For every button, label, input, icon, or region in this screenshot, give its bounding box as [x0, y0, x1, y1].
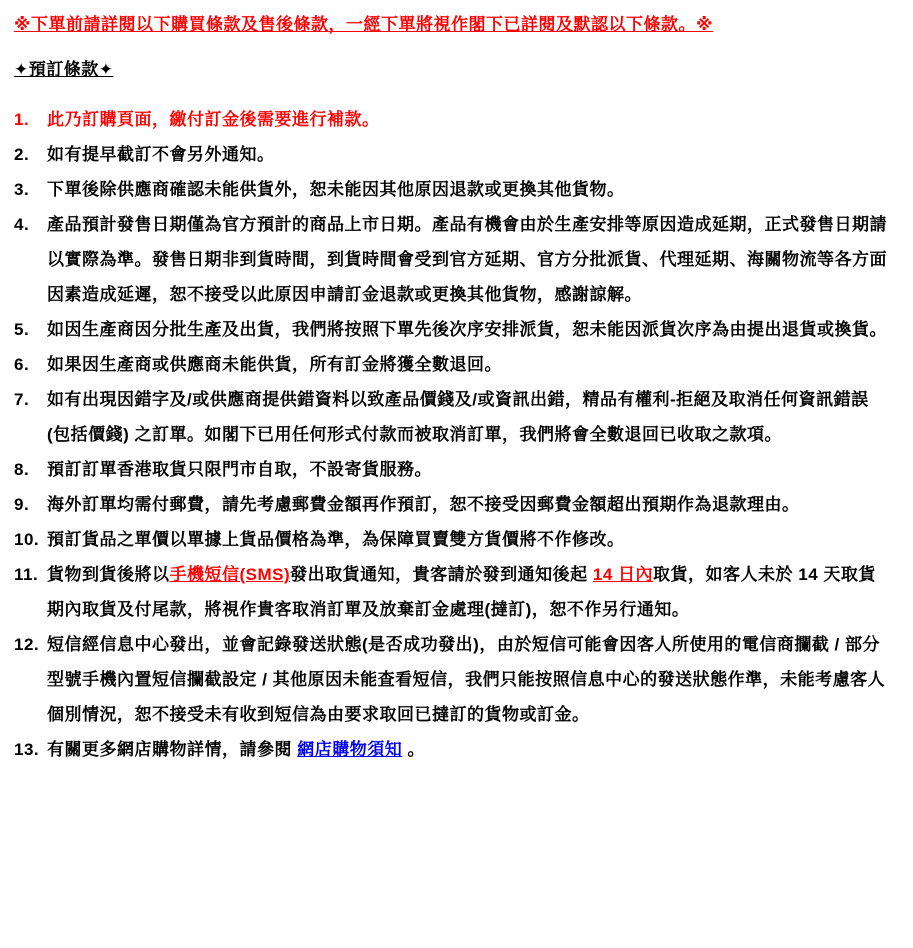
term-item-4 — [14, 207, 887, 312]
term-text — [47, 732, 887, 767]
term-number: 8. — [14, 460, 30, 480]
term-text-segment: 貨物到貨後將以 — [47, 565, 170, 585]
term-text — [47, 452, 887, 487]
term-item-2 — [14, 137, 887, 172]
term-text-segment: 如果因生產商或供應商未能供貨，所有訂金將獲全數退回。 — [47, 355, 502, 375]
term-item-13 — [14, 732, 887, 767]
term-number: 3. — [14, 180, 30, 200]
term-item-8 — [14, 452, 887, 487]
term-text — [47, 207, 887, 312]
term-text — [47, 347, 887, 382]
term-item-3 — [14, 172, 887, 207]
page-title: ※下單前請詳閱以下購買條款及售後條款，一經下單將視作閣下已詳閱及默認以下條款。※ — [14, 15, 714, 34]
term-text-segment: 預訂貨品之單價以單據上貨品價格為準，為保障買賣雙方貨價將不作修改。 — [47, 530, 625, 550]
term-text — [47, 312, 887, 347]
term-text-segment: 產品預計發售日期僅為官方預計的商品上市日期。產品有機會由於生產安排等原因造成延期，正式發售日期請以實際為準。發售日期非到貨時間，到貨時間會受到官方延期、官方分批派貨、代理延期、海關物流等各方面因素造成延遲，恕不接受以此原因申請訂金退款或更換其他貨物，感謝諒解。 — [47, 215, 887, 305]
term-item-1 — [14, 102, 887, 137]
term-text — [47, 137, 887, 172]
term-text — [47, 487, 887, 522]
term-number: 10. — [14, 530, 40, 550]
term-item-11 — [14, 557, 887, 627]
term-number: 5. — [14, 320, 30, 340]
term-number: 13. — [14, 740, 40, 760]
term-item-6 — [14, 347, 887, 382]
term-item-12 — [14, 627, 887, 732]
term-text-segment: 預訂訂單香港取貨只限門市自取，不設寄貨服務。 — [47, 460, 432, 480]
term-text-segment: 海外訂單均需付郵費，請先考慮郵費金額再作預訂，恕不接受因郵費金額超出預期作為退款理由。 — [47, 495, 800, 515]
term-item-9 — [14, 487, 887, 522]
term-text-segment: 此乃訂購頁面，繳付訂金後需要進行補款。 — [47, 110, 380, 130]
term-text-segment: 發出取貨通知，貴客請於發到通知後起 — [290, 565, 593, 585]
term-number: 2. — [14, 145, 30, 165]
term-text-segment: 取貨，如客人未於 14 天取貨期內取貨及付尾款，將視作貴客取消訂單及放棄訂金處理(撻訂)，恕不作另行通知。 — [47, 565, 876, 620]
term-text-segment: 如有出現因錯字及/或供應商提供錯資料以致產品價錢及/或資訊出錯，精品有權利-拒絕及取消任何資訊錯誤(包括價錢) 之訂單。如閣下已用任何形式付款而被取消訂單，我們將會全數退回已收取之款項。 — [47, 390, 869, 445]
term-text — [47, 102, 887, 137]
term-number: 6. — [14, 355, 30, 375]
term-text — [47, 172, 887, 207]
shop-guide-link[interactable]: 網店購物須知 — [297, 740, 403, 760]
term-text — [47, 382, 887, 452]
term-text-segment: 手機短信(SMS) — [169, 565, 291, 585]
term-item-5 — [14, 312, 887, 347]
term-text-segment: 有關更多網店購物詳情，請參閱 — [47, 740, 298, 760]
term-text-segment: 。 — [402, 740, 425, 760]
term-number: 9. — [14, 495, 30, 515]
terms-list — [14, 102, 887, 767]
term-text-segment: 下單後除供應商確認未能供貨外，恕未能因其他原因退款或更換其他貨物。 — [47, 180, 625, 200]
term-number: 4. — [14, 215, 30, 235]
term-text-segment: 14 日內 — [592, 565, 654, 585]
term-text — [47, 627, 887, 732]
term-text — [47, 522, 887, 557]
term-item-10 — [14, 522, 887, 557]
term-number: 11. — [14, 565, 39, 585]
term-text-segment: 如因生產商因分批生產及出貨，我們將按照下單先後次序安排派貨，恕未能因派貨次序為由提出退貨或換貨。 — [47, 320, 887, 340]
term-text — [47, 557, 887, 627]
term-item-7 — [14, 382, 887, 452]
term-text-segment: 短信經信息中心發出，並會記錄發送狀態(是否成功發出)，由於短信可能會因客人所使用的電信商攔截 / 部分型號手機內置短信攔截設定 / 其他原因未能查看短信，我們只能按照信息中心的發送狀態作準，未能考慮客人個別情況，恕不接受未有收到短信為由要求取回已撻訂的貨物或訂金。 — [47, 635, 886, 725]
term-number: 7. — [14, 390, 30, 410]
term-number: 12. — [14, 635, 40, 655]
term-number: 1. — [14, 110, 30, 130]
term-text-segment: 如有提早截訂不會另外通知。 — [47, 145, 275, 165]
section-heading: ✦預訂條款✦ — [14, 60, 114, 80]
